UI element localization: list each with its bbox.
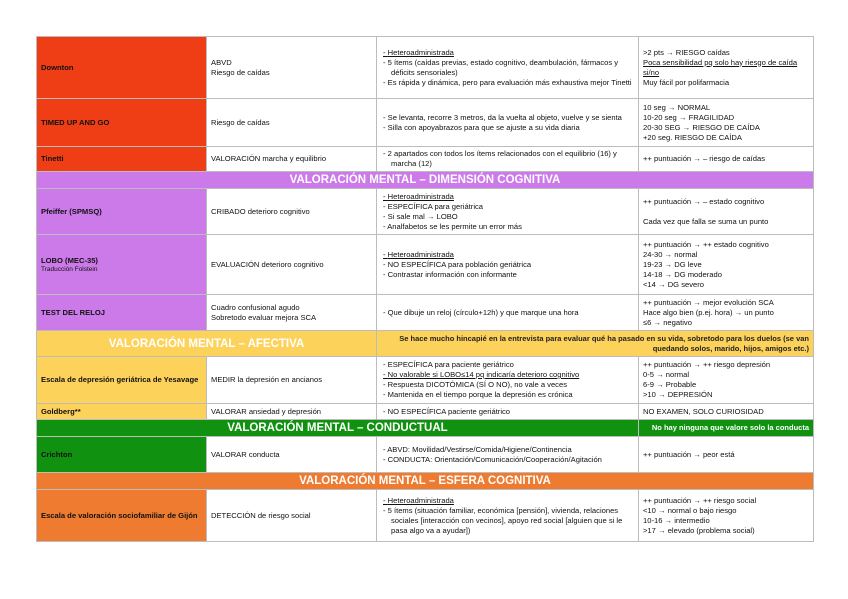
table-row bbox=[37, 235, 814, 295]
table-row bbox=[37, 404, 814, 420]
purpose-cell: ABVD Riesgo de caídas bbox=[207, 37, 377, 99]
scoring-cell: ++ puntuación → – riesgo de caídas bbox=[639, 147, 814, 172]
features-cell: - NO ESPECÍFICA paciente geriátrico bbox=[377, 404, 639, 420]
section-header-row bbox=[37, 172, 814, 189]
scale-name-tinetti: Tinetti bbox=[37, 147, 207, 172]
scoring-cell: 10 seg → NORMAL 10-20 seg → FRAGILIDAD 20-30 SEG → RIESGO DE CAÍDA +20 seg. RIESGO DE CAÍDA bbox=[639, 99, 814, 147]
features-cell: - ESPECÍFICA para paciente geriátrico - No valorable si LOBO≤14 pq indicaría deterioro cognitivo - Respuesta DICOTÓMICA (SÍ O NO), no vale a veces - Mantenida en el tiempo porque la depresión es crónica bbox=[377, 357, 639, 404]
scale-name-yesavage: Escala de depresión geriátrica de Yesavage bbox=[37, 357, 207, 404]
section-header-conductual: VALORACIÓN MENTAL – CONDUCTUAL bbox=[37, 420, 639, 437]
scoring-cell: NO EXAMEN, SOLO CURIOSIDAD bbox=[639, 404, 814, 420]
scale-name-reloj: TEST DEL RELOJ bbox=[37, 295, 207, 331]
features-cell: - Se levanta, recorre 3 metros, da la vuelta al objeto, vuelve y se sienta - Silla con apoyabrazos para que se ajuste a su vida diaria bbox=[377, 99, 639, 147]
purpose-cell: VALORACIÓN marcha y equilibrio bbox=[207, 147, 377, 172]
purpose-cell: VALORAR ansiedad y depresión bbox=[207, 404, 377, 420]
scale-subtitle: Traducción Folstein bbox=[41, 265, 98, 273]
purpose-cell: VALORAR conducta bbox=[207, 437, 377, 473]
section-header-cognitiva: VALORACIÓN MENTAL – DIMENSIÓN COGNITIVA bbox=[37, 172, 814, 189]
features-cell: - Heteroadministrada - 5 ítems (situación familiar, económica [pensión], vivienda, relaciones sociales [interacción con vecinos], apoyo red social [alguien que si le pasa algo va a ayudar]) bbox=[377, 490, 639, 542]
table-row bbox=[37, 37, 814, 99]
purpose-cell: Riesgo de caídas bbox=[207, 99, 377, 147]
scoring-cell: ++ puntuación → ++ estado cognitivo 24-30 → normal 19-23 → DG leve 14-18 → DG moderado <14 → DG severo bbox=[639, 235, 814, 295]
table-row bbox=[37, 490, 814, 542]
scale-name-lobo: LOBO (MEC-35) Traducción Folstein bbox=[37, 235, 207, 295]
scoring-cell: ++ puntuación → – estado cognitivo Cada vez que falla se suma un punto bbox=[639, 189, 814, 235]
scales-table bbox=[36, 36, 814, 542]
scoring-cell: ++ puntuación → ++ riesgo depresión 0-5 → normal 6-9 → Probable >10 → DEPRESIÓN bbox=[639, 357, 814, 404]
table-row bbox=[37, 357, 814, 404]
section-header-row bbox=[37, 331, 814, 357]
features-cell: - Heteroadministrada - NO ESPECÍFICA para población geriátrica - Contrastar información con informante bbox=[377, 235, 639, 295]
features-cell: - 2 apartados con todos los ítems relacionados con el equilibrio (16) y marcha (12) bbox=[377, 147, 639, 172]
table-row bbox=[37, 147, 814, 172]
scoring-cell: ++ puntuación → mejor evolución SCA Hace algo bien (p.ej. hora) → un punto ≤6 → negativo bbox=[639, 295, 814, 331]
scoring-cell: ++ puntuación → peor está bbox=[639, 437, 814, 473]
scoring-cell: >2 pts → RIESGO caídas Poca sensibilidad pq solo hay riesgo de caída si/no Muy fácil por polifarmacia bbox=[639, 37, 814, 99]
purpose-cell: MEDIR la depresión en ancianos bbox=[207, 357, 377, 404]
features-cell: - ABVD: Movilidad/Vestirse/Comida/Higiene/Continencia - CONDUCTA: Orientación/Comunicación/Cooperación/Agitación bbox=[377, 437, 639, 473]
purpose-cell: CRIBADO deterioro cognitivo bbox=[207, 189, 377, 235]
section-header-afectiva: VALORACIÓN MENTAL – AFECTIVA bbox=[37, 331, 377, 357]
table-row bbox=[37, 189, 814, 235]
scale-name-tug: TIMED UP AND GO bbox=[37, 99, 207, 147]
section-header-esfera: VALORACIÓN MENTAL – ESFERA COGNITIVA bbox=[37, 473, 814, 490]
purpose-cell: Cuadro confusional agudo Sobretodo evaluar mejora SCA bbox=[207, 295, 377, 331]
section-header-row bbox=[37, 473, 814, 490]
section-header-row bbox=[37, 420, 814, 437]
scoring-cell: ++ puntuación → ++ riesgo social <10 → normal o bajo riesgo 10-16 → intermedio >17 → elevado (problema social) bbox=[639, 490, 814, 542]
scale-name-pfeiffer: Pfeiffer (SPMSQ) bbox=[37, 189, 207, 235]
scale-name-gijon: Escala de valoración sociofamiliar de Gijón bbox=[37, 490, 207, 542]
table-row bbox=[37, 99, 814, 147]
scale-name-crichton: Crichton bbox=[37, 437, 207, 473]
table-row bbox=[37, 295, 814, 331]
scale-name-goldberg: Goldberg** bbox=[37, 404, 207, 420]
section-note-conductual: No hay ninguna que valore solo la conducta bbox=[639, 420, 814, 437]
section-note-afectiva: Se hace mucho hincapié en la entrevista para evaluar qué ha pasado en su vida, sobretodo para los duelos (se van quedando solos, marido, hijos, amigos etc.) bbox=[377, 331, 814, 357]
table-row bbox=[37, 437, 814, 473]
scale-name-downton: Downton bbox=[37, 37, 207, 99]
purpose-cell: EVALUACIÓN deterioro cognitivo bbox=[207, 235, 377, 295]
features-cell: - Que dibuje un reloj (círculo+12h) y que marque una hora bbox=[377, 295, 639, 331]
purpose-cell: DETECCIÓN de riesgo social bbox=[207, 490, 377, 542]
features-cell: - Heteroadministrada - 5 ítems (caídas previas, estado cognitivo, deambulación, fármacos y déficits sensoriales) - Es rápida y dinámica, pero para evaluación más exhaustiva mejor Tinetti bbox=[377, 37, 639, 99]
features-cell: - Heteroadministrada - ESPECÍFICA para geriátrica - Si sale mal → LOBO - Analfabetos se les permite un error más bbox=[377, 189, 639, 235]
